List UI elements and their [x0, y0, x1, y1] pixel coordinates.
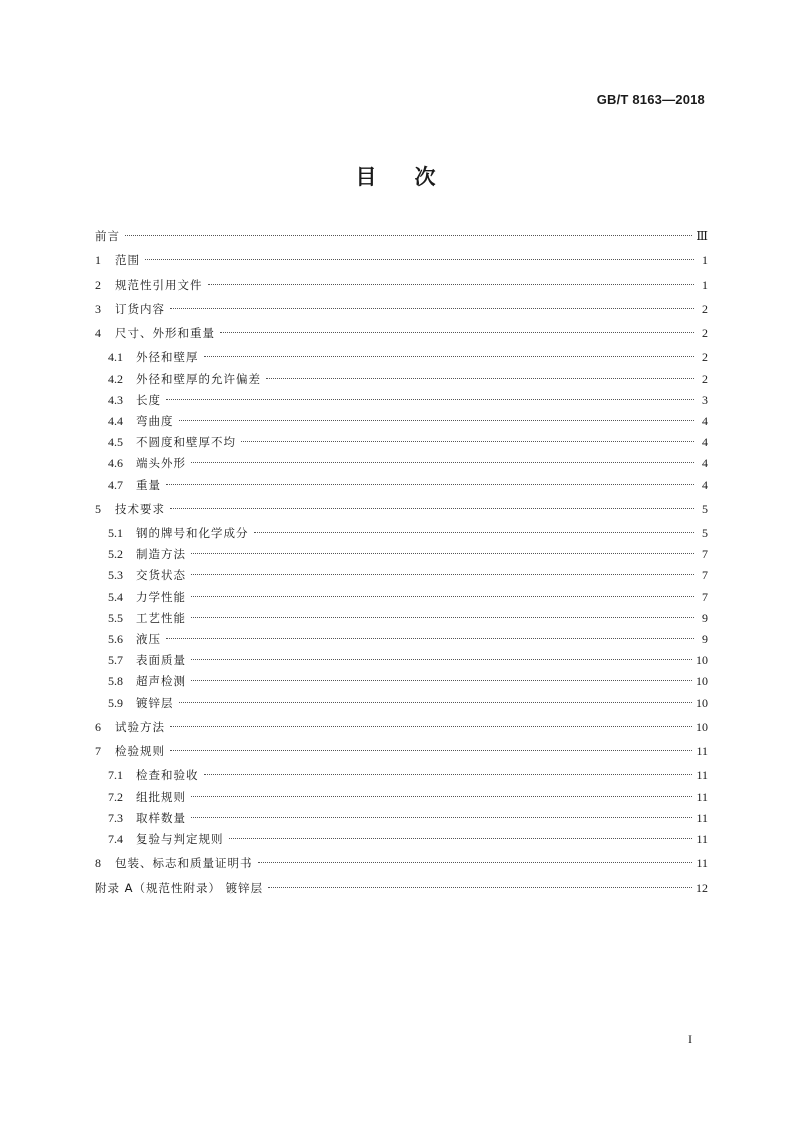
- toc-entry-label: 复验与判定规则: [136, 832, 224, 846]
- toc-entry-number: 4.2: [108, 371, 123, 386]
- toc-entry-label: 试验方法: [115, 719, 165, 734]
- toc-dot-leader: [258, 862, 693, 863]
- toc-dot-leader: [179, 702, 693, 703]
- toc-subentry[interactable]: [95, 347, 708, 368]
- toc-entry-label: 超声检测: [136, 674, 186, 689]
- toc-entry-number: 7: [95, 744, 101, 759]
- toc-subentry[interactable]: [95, 411, 708, 432]
- toc-subentry[interactable]: [95, 523, 708, 544]
- toc-entry-number: 1: [95, 253, 101, 268]
- toc-entry[interactable]: [95, 499, 708, 520]
- toc-entry-page: 10: [696, 719, 708, 734]
- toc-entry-number: 3: [95, 301, 101, 316]
- toc-subentry[interactable]: [95, 608, 708, 629]
- toc-entry-number: 7.3: [108, 810, 123, 825]
- toc-entry-page: 11: [696, 744, 708, 759]
- toc-title: [0, 161, 793, 191]
- toc-dot-leader: [204, 356, 695, 357]
- toc-dot-leader: [254, 532, 695, 533]
- toc-dot-leader: [191, 574, 694, 575]
- toc-entry-number: 5.8: [108, 674, 123, 689]
- toc-entry-label: 端头外形: [136, 456, 186, 471]
- toc-entry-label: 力学性能: [136, 589, 186, 604]
- toc-entry-number: 4.7: [108, 477, 123, 492]
- toc-entry-page: 7: [702, 568, 708, 583]
- toc-subentry[interactable]: [95, 565, 708, 586]
- toc-entry-page: 4: [702, 477, 708, 492]
- toc-dot-leader: [170, 750, 692, 751]
- toc-dot-leader: [191, 553, 694, 554]
- toc-entry[interactable]: [95, 250, 708, 271]
- toc-subentry[interactable]: [95, 629, 708, 650]
- toc-entry-number: 5.6: [108, 632, 123, 647]
- toc-dot-leader: [220, 332, 694, 333]
- toc-entry-page: 3: [702, 392, 708, 407]
- toc-entry-label: 不圆度和壁厚不均: [136, 435, 236, 450]
- toc-dot-leader: [170, 508, 694, 509]
- toc-dot-leader: [145, 259, 694, 260]
- toc-entry-page: 2: [702, 301, 708, 316]
- toc-dot-leader: [179, 420, 695, 421]
- toc-entry[interactable]: [95, 275, 708, 296]
- toc-dot-leader: [191, 659, 692, 660]
- toc-entry-page: 7: [702, 547, 708, 562]
- toc-entry-label: 外径和壁厚的允许偏差: [136, 371, 261, 386]
- toc-subentry[interactable]: [95, 671, 708, 692]
- toc-subentry[interactable]: [95, 587, 708, 608]
- toc-entry-number: 5.4: [108, 589, 123, 604]
- toc-entry-page: 4: [702, 456, 708, 471]
- toc-subentry[interactable]: [95, 765, 708, 786]
- toc-entry-page: 10: [696, 695, 708, 710]
- toc-entry[interactable]: [95, 717, 708, 738]
- toc-entry-number: 7.4: [108, 832, 123, 846]
- toc-entry-number: 5.1: [108, 526, 123, 541]
- toc-entry-label: 交货状态: [136, 568, 186, 583]
- toc-entry-page: 11: [696, 856, 708, 871]
- toc-entry-label: 尺寸、外形和重量: [115, 326, 215, 341]
- toc-entry-page: 5: [702, 526, 708, 541]
- toc-subentry[interactable]: [95, 544, 708, 565]
- toc-entry-page: 10: [696, 674, 708, 689]
- toc-subentry[interactable]: [95, 650, 708, 671]
- toc-entry[interactable]: [95, 741, 708, 762]
- toc-entry-label: 订货内容: [115, 301, 165, 316]
- toc-dot-leader: [170, 308, 694, 309]
- toc-entry-label: 重量: [136, 477, 161, 492]
- toc-entry-number: 8: [95, 856, 101, 871]
- toc-entry-page: 7: [702, 589, 708, 604]
- toc-entry-label: 范围: [115, 253, 140, 268]
- toc-subentry[interactable]: [95, 369, 708, 390]
- toc-entry-number: 4.3: [108, 392, 123, 407]
- toc-entry-page: Ⅲ: [696, 229, 708, 243]
- toc-subentry[interactable]: [95, 693, 708, 714]
- toc-entry-page: 9: [702, 632, 708, 647]
- toc-entry-number: 4.1: [108, 350, 123, 365]
- toc-entry-label: 表面质量: [136, 653, 186, 668]
- toc-entry-label: 钢的牌号和化学成分: [136, 526, 249, 541]
- toc-entry-label: 检验规则: [115, 744, 165, 759]
- toc-entry[interactable]: [95, 878, 708, 899]
- toc-subentry[interactable]: [95, 390, 708, 411]
- toc-entry-number: 4.6: [108, 456, 123, 471]
- toc-subentry[interactable]: [95, 808, 708, 829]
- toc-entry-label: 包装、标志和质量证明书: [115, 856, 253, 871]
- toc-entry-page: 10: [696, 653, 708, 668]
- toc-entry-number: 4: [95, 326, 101, 341]
- toc-dot-leader: [166, 484, 694, 485]
- toc-entry-label: 前言: [95, 229, 120, 243]
- toc-dot-leader: [191, 617, 694, 618]
- toc-entry-page: 4: [702, 413, 708, 428]
- toc-entry-page: 1: [702, 277, 708, 292]
- toc-entry[interactable]: [95, 853, 708, 874]
- toc-dot-leader: [166, 638, 694, 639]
- toc-entry-number: 7.2: [108, 789, 123, 804]
- toc-dot-leader: [204, 774, 693, 775]
- toc-entry-page: 11: [696, 789, 708, 804]
- toc-dot-leader: [191, 817, 692, 818]
- toc-entry-label: 技术要求: [115, 501, 165, 516]
- standard-code: GB/T 8163—2018: [596, 92, 705, 107]
- page-number: I: [688, 1032, 692, 1046]
- toc-entry-label: 检查和验收: [136, 768, 199, 783]
- toc-entry-number: 5.5: [108, 610, 123, 625]
- toc-entry-label: 镀锌层: [136, 695, 174, 710]
- toc-entry-label: 液压: [136, 632, 161, 647]
- toc-entry-label: 组批规则: [136, 789, 186, 804]
- toc-entry-page: 11: [696, 768, 708, 783]
- toc-entry-label: 取样数量: [136, 810, 186, 825]
- toc-dot-leader: [191, 680, 692, 681]
- toc-entry-page: 2: [702, 371, 708, 386]
- toc-entry[interactable]: [95, 226, 708, 247]
- toc-entry-page: 2: [702, 326, 708, 341]
- toc-dot-leader: [266, 378, 694, 379]
- toc-entry-page: 4: [702, 435, 708, 450]
- toc-list: [95, 226, 708, 899]
- toc-entry-number: 5.3: [108, 568, 123, 583]
- toc-entry[interactable]: [95, 299, 708, 320]
- toc-title-part2: 次: [414, 165, 438, 189]
- toc-entry-number: 4.4: [108, 413, 123, 428]
- toc-dot-leader: [208, 284, 695, 285]
- toc-entry-number: 5.9: [108, 695, 123, 710]
- toc-entry-label: 规范性引用文件: [115, 277, 203, 292]
- toc-dot-leader: [241, 441, 694, 442]
- toc-dot-leader: [170, 726, 692, 727]
- toc-dot-leader: [191, 462, 694, 463]
- toc-entry-page: 12: [696, 880, 708, 895]
- toc-dot-leader: [268, 887, 692, 888]
- toc-entry-label: 附录 A（规范性附录） 镀锌层: [95, 880, 264, 895]
- toc-dot-leader: [191, 796, 692, 797]
- toc-entry-number: 4.5: [108, 435, 123, 450]
- toc-subentry[interactable]: [95, 453, 708, 474]
- toc-entry-page: 11: [696, 832, 708, 846]
- toc-subentry[interactable]: [95, 829, 708, 850]
- toc-dot-leader: [166, 399, 694, 400]
- toc-dot-leader: [125, 235, 692, 236]
- toc-entry-page: 11: [696, 810, 708, 825]
- toc-entry-page: 5: [702, 501, 708, 516]
- toc-entry-label: 长度: [136, 392, 161, 407]
- toc-entry-label: 外径和壁厚: [136, 350, 199, 365]
- toc-entry-number: 5: [95, 501, 101, 516]
- toc-subentry[interactable]: [95, 432, 708, 453]
- toc-subentry[interactable]: [95, 475, 708, 496]
- toc-entry-number: 5.7: [108, 653, 123, 668]
- toc-entry-page: 9: [702, 610, 708, 625]
- toc-entry-number: 2: [95, 277, 101, 292]
- toc-entry-number: 6: [95, 719, 101, 734]
- toc-entry-number: 7.1: [108, 768, 123, 783]
- toc-dot-leader: [229, 838, 693, 839]
- toc-title-part1: 目: [355, 165, 379, 189]
- toc-entry-number: 5.2: [108, 547, 123, 562]
- toc-dot-leader: [191, 596, 694, 597]
- toc-entry-label: 制造方法: [136, 547, 186, 562]
- toc-entry-label: 弯曲度: [136, 413, 174, 428]
- toc-entry-label: 工艺性能: [136, 610, 186, 625]
- toc-entry-page: 1: [702, 253, 708, 268]
- toc-subentry[interactable]: [95, 787, 708, 808]
- toc-entry-page: 2: [702, 350, 708, 365]
- toc-entry[interactable]: [95, 323, 708, 344]
